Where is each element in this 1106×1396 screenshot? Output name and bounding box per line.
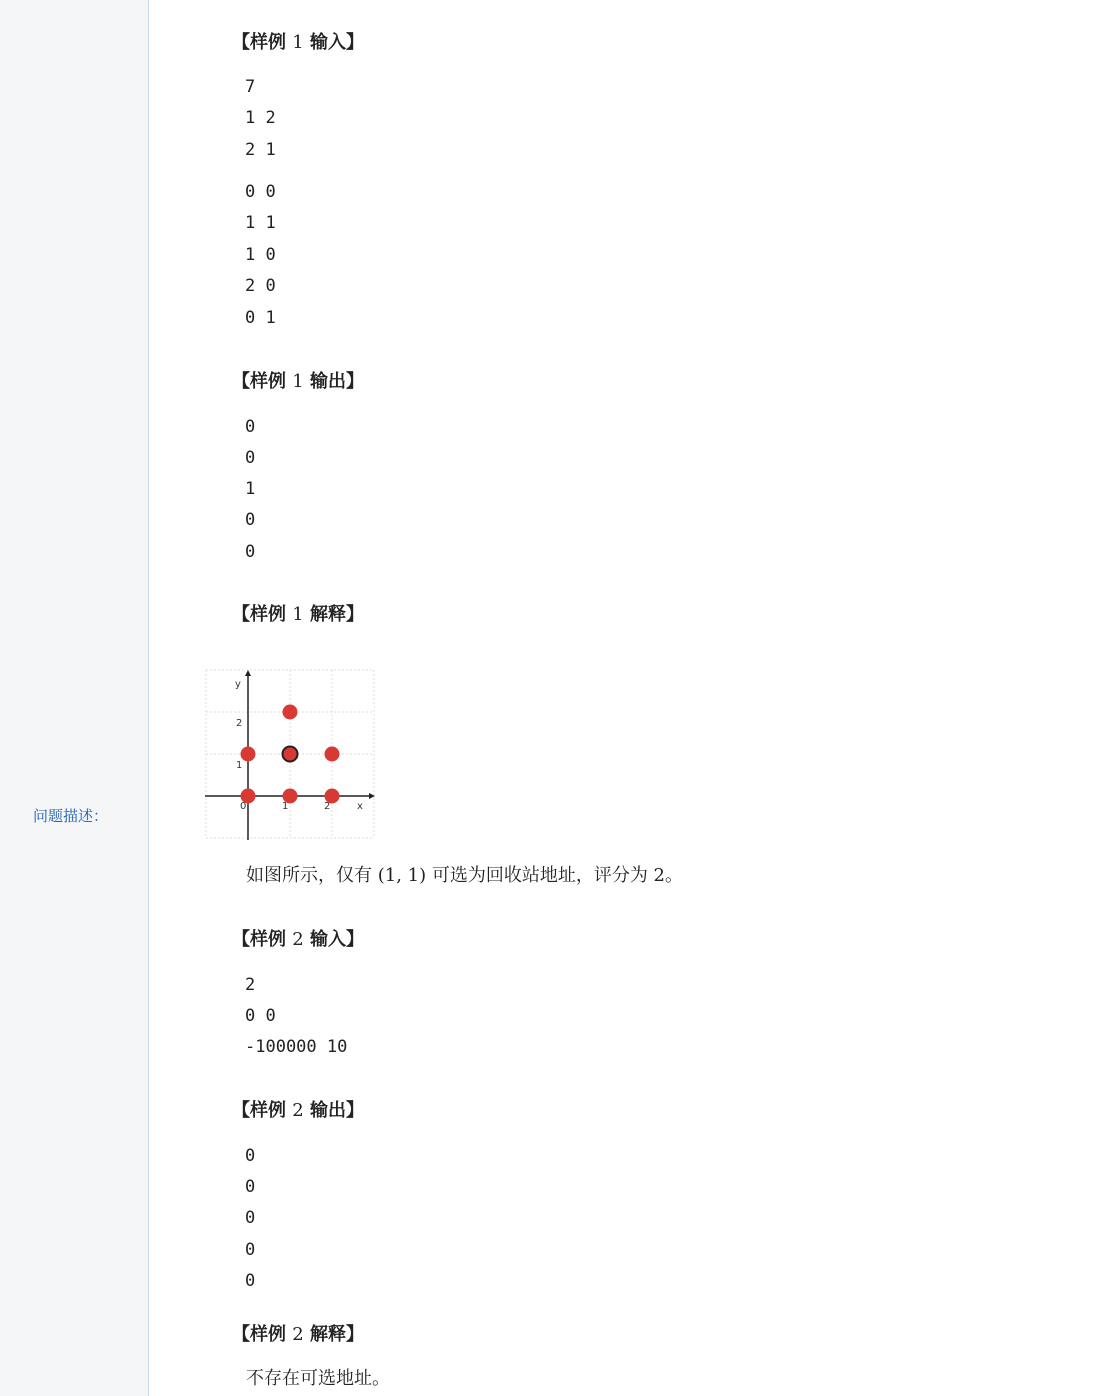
sample2-output-line: 0 — [245, 1240, 256, 1260]
sample2-input-line: 0 0 — [245, 1006, 276, 1026]
x-tick-label: 1 — [282, 801, 289, 812]
heading-part: 2 — [292, 1324, 304, 1345]
y-tick-label: 2 — [236, 718, 243, 729]
heading-part: 2 — [292, 929, 304, 950]
sample1-input-line: 1 1 — [245, 213, 276, 233]
sample1-input-line: 2 1 — [245, 140, 276, 160]
heading-part: 解释】 — [303, 604, 365, 625]
sample-heading — [232, 929, 364, 951]
sample-heading — [232, 32, 364, 54]
sample-2-explanation: 不存在可选地址。 — [246, 1368, 390, 1389]
sample-1-figure — [200, 664, 390, 849]
sample1-input-line: 1 0 — [245, 245, 276, 265]
sample1-output-line: 1 — [245, 479, 256, 499]
heading-part: 解释】 — [303, 1324, 365, 1345]
heading-part: 【样例 — [232, 1324, 293, 1345]
sample-heading — [232, 1100, 364, 1122]
sample-heading — [232, 604, 364, 626]
heading-part: 1 — [292, 371, 304, 392]
data-point — [325, 747, 340, 762]
heading-part: 【样例 — [232, 32, 293, 53]
heading-part: 【样例 — [232, 929, 293, 950]
sample1-input-line: 7 — [245, 77, 256, 97]
sample2-output-line: 0 — [245, 1146, 256, 1166]
x-tick-label: 2 — [324, 801, 331, 812]
sample2-output-line: 0 — [245, 1177, 256, 1197]
sample1-output-line: 0 — [245, 510, 256, 530]
sidebar — [0, 0, 149, 1396]
heading-part: 【样例 — [232, 1100, 293, 1121]
sample1-output-line: 0 — [245, 448, 256, 468]
y-tick-label: 1 — [236, 760, 243, 771]
sample2-input-line: -100000 10 — [245, 1037, 348, 1057]
sample-heading — [232, 1324, 364, 1346]
y-axis-arrow — [245, 670, 251, 676]
sample-heading — [232, 371, 364, 393]
heading-part: 1 — [292, 32, 304, 53]
sample2-output-line: 0 — [245, 1208, 256, 1228]
heading-part: 1 — [292, 604, 304, 625]
data-point — [283, 789, 298, 804]
sample2-output-line: 0 — [245, 1271, 256, 1291]
sample1-input-line: 1 2 — [245, 108, 276, 128]
heading-part: 输出】 — [303, 1100, 365, 1121]
data-point — [241, 789, 256, 804]
heading-part: 2 — [292, 1100, 304, 1121]
problem-description-label: 问题描述： — [33, 807, 109, 825]
heading-part: 【样例 — [232, 604, 293, 625]
sample1-input-line: 0 0 — [245, 182, 276, 202]
heading-part: 输出】 — [303, 371, 365, 392]
data-point — [325, 789, 340, 804]
sample1-input-line: 0 1 — [245, 308, 276, 328]
sample1-input-line: 2 0 — [245, 276, 276, 296]
x-axis-label: x — [357, 801, 363, 812]
sample2-input-line: 2 — [245, 975, 256, 995]
sample-1-explanation: 如图所示，仅有 (1, 1) 可选为回收站地址，评分为 2。 — [246, 865, 684, 886]
heading-part: 输入】 — [303, 929, 365, 950]
heading-part: 输入】 — [303, 32, 365, 53]
sample1-output-line: 0 — [245, 542, 256, 562]
y-axis-label: y — [235, 679, 241, 690]
data-point — [283, 705, 298, 720]
data-point — [241, 747, 256, 762]
heading-part: 【样例 — [232, 371, 293, 392]
selected-point — [283, 747, 298, 762]
sample1-output-line: 0 — [245, 417, 256, 437]
x-tick-label: 0 — [240, 801, 247, 812]
